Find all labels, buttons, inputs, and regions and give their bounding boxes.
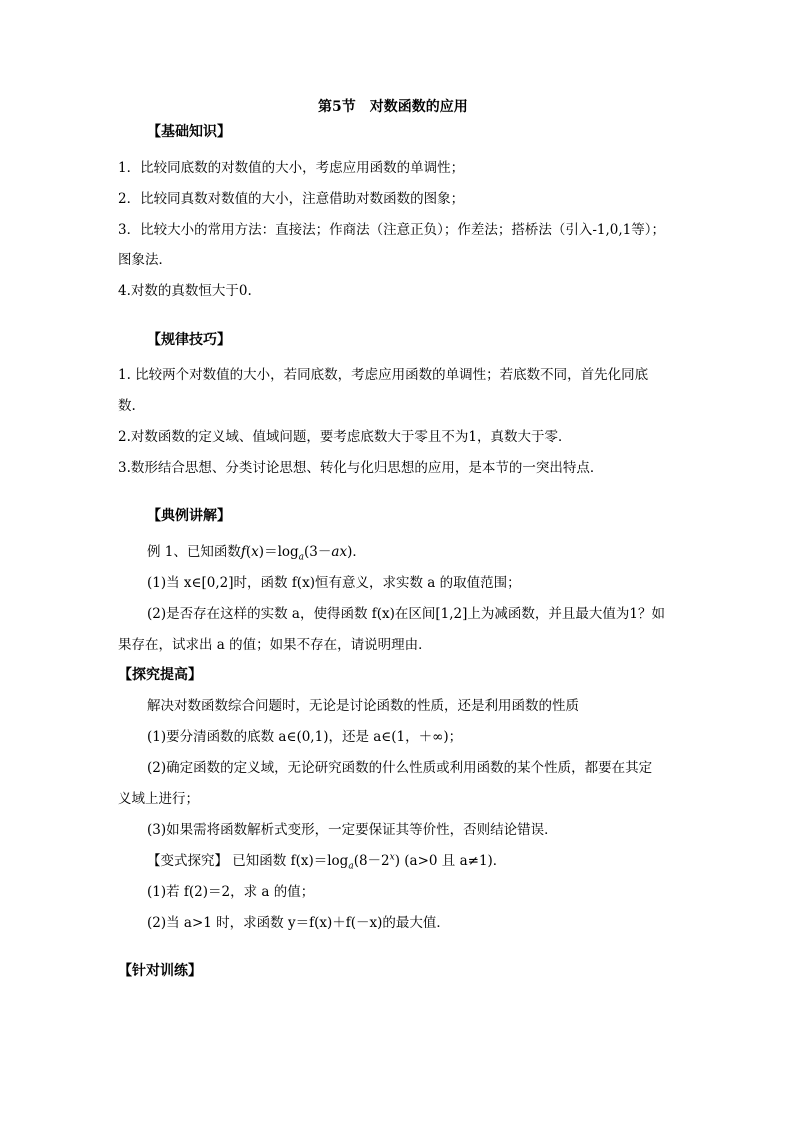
- tips-item-3: 3.数形结合思想、分类讨论思想、转化与化归思想的应用，是本节的一突出特点．: [118, 460, 604, 476]
- example-intro-fx: f: [240, 544, 246, 560]
- page-title: 第5节 对数函数的应用: [318, 99, 468, 115]
- example-intro-x: x: [251, 544, 259, 560]
- tips-item-1-cont: 数.: [118, 398, 136, 414]
- basics-item-3-cont: 图象法．: [118, 252, 172, 268]
- tips-item-1: 1. 比较两个对数值的大小，若同底数，考虑应用函数的单调性；若底数不同，首先化同底: [118, 367, 649, 383]
- explore-item-1: (1)要分清函数的底数 a∈(0,1)，还是 a∈(1，＋∞)；: [147, 729, 463, 745]
- basics-item-2: 2．比较同真数对数值的大小，注意借助对数函数的图象；: [118, 191, 465, 207]
- explore-item-2: (2)确定函数的定义域，无论研究函数的什么性质或利用函数的某个性质，都要在其定: [147, 760, 653, 776]
- example-intro-ax: ax: [331, 544, 348, 560]
- example-question-1: (1)当 x∈[0,2]时，函数 f(x)恒有意义，求实数 a 的取值范围；: [147, 575, 521, 591]
- section-heading-tips: 【规律技巧】: [147, 332, 231, 348]
- example-question-2-cont: 果存在，试求出 a 的值；如果不存在，请说明理由．: [118, 637, 432, 653]
- example-intro-prefix: 例 1、已知函数: [147, 544, 241, 560]
- basics-item-4: 4.对数的真数恒大于0.: [118, 283, 252, 299]
- variant-text: 已知函数 f(x)＝log: [228, 853, 349, 869]
- variant-base: a: [348, 861, 354, 872]
- section-heading-training: 【针对训练】: [118, 963, 202, 979]
- example-intro-tail: (3－: [304, 544, 332, 560]
- basics-item-1: 1．比较同底数的对数值的大小，考虑应用函数的单调性；: [118, 160, 465, 176]
- explore-item-2-cont: 义域上进行；: [118, 791, 199, 807]
- example-question-2: (2)是否存在这样的实数 a，使得函数 f(x)在区间[1,2]上为减函数，并且最大值为1？如: [147, 606, 665, 622]
- variant-intro: [147, 851, 506, 871]
- basics-item-3: 3．比较大小的常用方法：直接法；作商法（注意正负）；作差法；搭桥法（引入-1,0,1等）；: [118, 222, 665, 238]
- example-intro-end: )．: [347, 544, 366, 560]
- variant-end: ) (a>0 且 a≠1)．: [394, 853, 507, 869]
- section-heading-explore: 【探究提高】: [118, 667, 202, 683]
- section-heading-examples: 【典例讲解】: [147, 508, 231, 524]
- example-intro-base: a: [298, 552, 305, 563]
- example-intro: [147, 542, 366, 562]
- variant-tail: (8－2: [353, 853, 390, 869]
- variant-question-1: (1)若 f(2)＝2，求 a 的值；: [147, 884, 315, 900]
- variant-question-2: (2)当 a>1 时，求函数 y＝f(x)＋f(－x)的最大值．: [147, 915, 450, 931]
- explore-intro: 解决对数函数综合问题时，无论是讨论函数的性质，还是利用函数的性质: [147, 698, 579, 714]
- section-heading-basics: 【基础知识】: [147, 124, 231, 140]
- example-intro-paren: (: [245, 544, 252, 560]
- variant-exponent: x: [389, 852, 395, 863]
- example-intro-log: )＝log: [258, 544, 299, 560]
- explore-item-3: (3)如果需将函数解析式变形，一定要保证其等价性，否则结论错误．: [147, 822, 558, 838]
- tips-item-2: 2.对数函数的定义域、值域问题，要考虑底数大于零且不为1，真数大于零．: [118, 429, 572, 445]
- variant-label: 【变式探究】: [147, 853, 228, 869]
